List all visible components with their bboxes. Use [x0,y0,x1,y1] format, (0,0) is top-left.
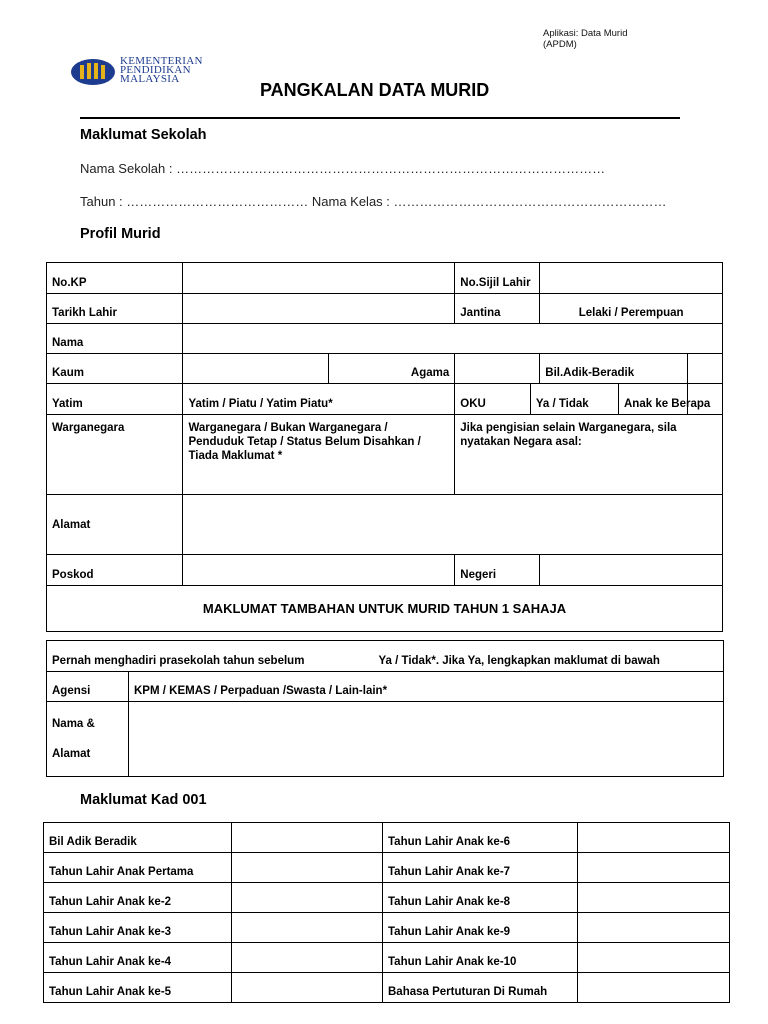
kad001-input-left[interactable] [232,913,383,943]
option-warganegara[interactable]: Warganegara / Bukan Warganegara / Penduduk Tetap / Status Belum Disahkan / Tiada Maklumat * [183,415,455,495]
page-title: PANGKALAN DATA MURID [260,80,490,100]
kad001-input-left[interactable] [232,883,383,913]
kad001-label-left: Tahun Lahir Anak ke-4 [44,943,232,973]
profil-murid-table [46,262,723,632]
nama-sekolah-field[interactable]: Nama Sekolah : ……………………………………………………………………………………… [80,161,606,176]
input-agama[interactable] [455,354,540,384]
app-note-line1: Aplikasi: Data Murid [543,28,628,39]
input-bil-adik[interactable] [688,354,723,384]
kad001-label-left: Tahun Lahir Anak ke-3 [44,913,232,943]
title-divider [80,117,680,119]
label-oku: OKU [455,384,531,415]
app-note-line2: (APDM) [543,39,577,50]
ministry-logo [70,57,230,91]
tambahan-banner: MAKLUMAT TAMBAHAN UNTUK MURID TAHUN 1 SAHAJA [47,586,723,632]
label-jantina: Jantina [455,294,540,324]
option-jantina[interactable]: Lelaki / Perempuan [540,294,723,324]
label-agensi: Agensi [47,672,129,702]
section-title-kad001: Maklumat Kad 001 [80,792,207,808]
logo-line1: KEMENTERIAN [120,55,203,67]
kad001-input-right[interactable] [578,823,730,853]
input-alamat[interactable] [183,495,723,555]
kad001-label-left: Tahun Lahir Anak ke-5 [44,973,232,1003]
label-alamat: Alamat [47,495,183,555]
kad001-row [44,853,730,883]
label-no-kp: No.KP [47,263,183,294]
label-nama-alamat-line2: Alamat [52,748,91,760]
input-no-kp[interactable] [183,263,455,294]
label-anak-ke: Anak ke Berapa [619,384,688,415]
kad001-label-right: Tahun Lahir Anak ke-6 [383,823,578,853]
label-poskod: Poskod [47,555,183,586]
label-nama-alamat-line1: Nama & [52,718,95,730]
section-title-profil: Profil Murid [80,226,161,242]
kad001-input-right[interactable] [578,943,730,973]
label-negeri: Negeri [455,555,540,586]
input-poskod[interactable] [183,555,455,586]
tambahan-table [46,640,724,777]
option-agensi[interactable]: KPM / KEMAS / Perpaduan /Swasta / Lain-lain* [129,672,724,702]
label-yatim: Yatim [47,384,183,415]
kad001-row [44,973,730,1003]
label-no-sijil: No.Sijil Lahir [455,263,540,294]
kad001-row [44,823,730,853]
kad001-row [44,883,730,913]
kad001-label-right: Tahun Lahir Anak ke-10 [383,943,578,973]
kad001-input-right[interactable] [578,883,730,913]
kad001-label-left: Tahun Lahir Anak ke-2 [44,883,232,913]
label-nama: Nama [47,324,183,354]
kad001-row [44,913,730,943]
label-nama-alamat [47,702,129,777]
logo-text [120,57,203,84]
option-prasekolah[interactable]: Ya / Tidak*. Jika Ya, lengkapkan maklumat di bawah [374,641,724,672]
kad001-input-right[interactable] [578,973,730,1003]
input-nama[interactable] [183,324,723,354]
section-title-sekolah: Maklumat Sekolah [80,127,207,143]
input-negeri[interactable] [540,555,723,586]
option-yatim[interactable]: Yatim / Piatu / Yatim Piatu* [183,384,455,415]
kad001-label-left: Bil Adik Beradik [44,823,232,853]
kad001-label-right: Tahun Lahir Anak ke-9 [383,913,578,943]
label-prasekolah: Pernah menghadiri prasekolah tahun sebelum [47,641,374,672]
kad001-input-left[interactable] [232,853,383,883]
kad001-input-left[interactable] [232,823,383,853]
app-note [543,28,627,50]
warganegara-note[interactable]: Jika pengisian selain Warganegara, sila nyatakan Negara asal: [455,415,723,495]
logo-line2: PENDIDIKAN [120,64,191,76]
tahun-kelas-field[interactable]: Tahun : …………………………………… Nama Kelas : ……………………………………………………… [80,194,667,209]
kad001-input-right[interactable] [578,913,730,943]
kad001-table [43,822,730,1003]
input-kaum[interactable] [183,354,329,384]
input-tarikh-lahir[interactable] [183,294,455,324]
kad001-input-left[interactable] [232,943,383,973]
kad001-input-left[interactable] [232,973,383,1003]
ministry-emblem-icon [70,57,118,87]
label-warganegara: Warganegara [47,415,183,495]
logo-line3: MALAYSIA [120,73,180,85]
kad001-label-right: Tahun Lahir Anak ke-8 [383,883,578,913]
label-bil-adik: Bil.Adik-Beradik [540,354,688,384]
kad001-label-right: Bahasa Pertuturan Di Rumah [383,973,578,1003]
kad001-label-left: Tahun Lahir Anak Pertama [44,853,232,883]
option-oku[interactable]: Ya / Tidak [530,384,618,415]
kad001-input-right[interactable] [578,853,730,883]
kad001-row [44,943,730,973]
input-no-sijil[interactable] [540,263,723,294]
input-nama-alamat[interactable] [129,702,724,777]
kad001-label-right: Tahun Lahir Anak ke-7 [383,853,578,883]
label-tarikh-lahir: Tarikh Lahir [47,294,183,324]
label-kaum: Kaum [47,354,183,384]
label-agama: Agama [329,354,455,384]
